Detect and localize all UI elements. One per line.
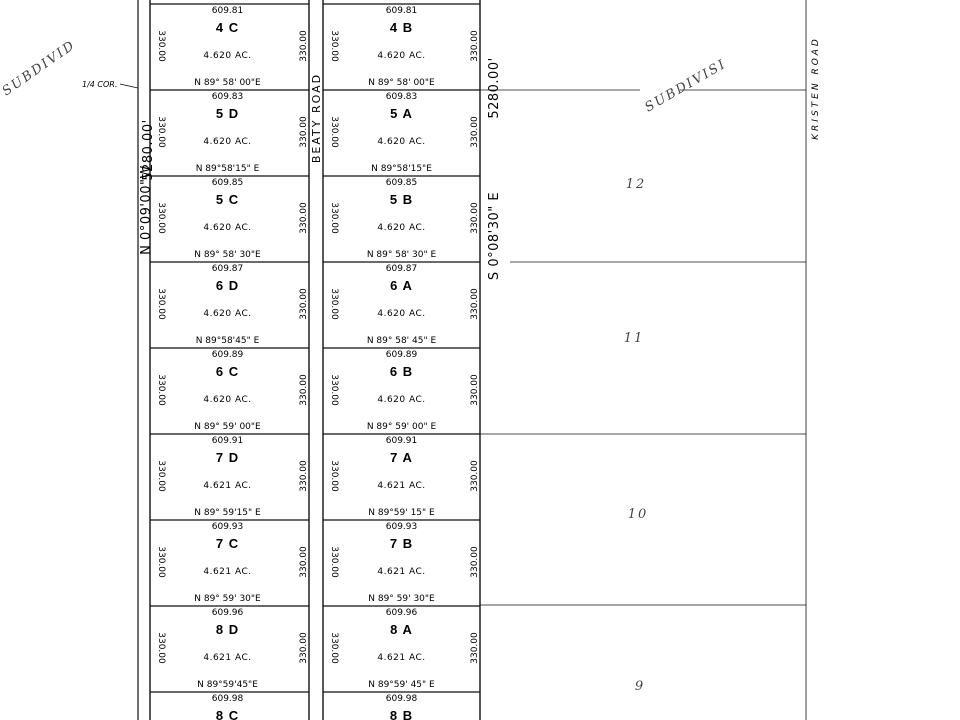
lot-right-dimension: 330.00	[299, 116, 309, 148]
lot-8B	[323, 692, 480, 720]
lot-bottom-bearing: N 89° 59' 30"E	[368, 594, 435, 604]
tract-number: 9	[634, 679, 646, 694]
lot-bottom-bearing: N 89° 59' 00"E	[194, 422, 261, 432]
lot-top-dimension: 609.96	[211, 608, 244, 618]
lot-left-dimension: 330.00	[329, 632, 339, 664]
lot-6B	[323, 348, 480, 432]
lot-top-dimension: 609.93	[211, 522, 244, 532]
lot-name: 5 B	[389, 192, 414, 207]
lot-name: 5 C	[215, 192, 240, 207]
lot-6C	[150, 348, 309, 432]
lot-top-dimension: 609.83	[385, 92, 418, 102]
lot-bottom-bearing: N 89° 59' 00" E	[366, 422, 437, 432]
lot-left-dimension: 330.00	[156, 460, 166, 492]
lot-left-dimension: 330.00	[329, 30, 339, 62]
lot-name: 5 D	[215, 106, 240, 121]
lot-name: 7 B	[389, 536, 414, 551]
lot-top-dimension: 609.91	[211, 436, 244, 446]
lot-left-dimension: 330.00	[329, 374, 339, 406]
lot-right-dimension: 330.00	[299, 202, 309, 234]
lot-acreage: 4.621 AC.	[203, 653, 252, 663]
lot-left-dimension: 330.00	[156, 116, 166, 148]
lot-top-dimension: 609.98	[385, 694, 418, 704]
lot-top-dimension: 609.89	[211, 350, 244, 360]
lot-name: 7 A	[390, 450, 413, 465]
lot-bottom-bearing: N 89° 58' 00"E	[368, 78, 435, 88]
lot-left-dimension: 330.00	[329, 288, 339, 320]
lot-left-dimension: 330.00	[156, 288, 166, 320]
beaty-road-label: BEATY ROAD	[310, 72, 323, 164]
lot-8A	[323, 606, 480, 690]
subdivision-label-left: SUBDIVID	[0, 37, 79, 100]
lot-name: 8 A	[390, 622, 413, 637]
lot-bottom-bearing: N 89°58'15"E	[371, 164, 432, 174]
lot-4B	[323, 4, 480, 88]
lot-right-dimension: 330.00	[299, 460, 309, 492]
lot-name: 8 C	[215, 708, 240, 720]
lot-right-dimension: 330.00	[470, 202, 480, 234]
lot-acreage: 4.620 AC.	[377, 51, 426, 61]
lot-acreage: 4.621 AC.	[203, 481, 252, 491]
lot-left-dimension: 330.00	[329, 546, 339, 578]
lot-name: 6 C	[215, 364, 240, 379]
lot-bottom-bearing: N 89°59'45"E	[197, 680, 258, 690]
lot-right-dimension: 330.00	[299, 632, 309, 664]
west-bearing-label: N 0°09'00"W	[139, 165, 154, 255]
lot-left-dimension: 330.00	[156, 632, 166, 664]
lot-right-dimension: 330.00	[470, 374, 480, 406]
lot-bottom-bearing: N 89°58'45" E	[195, 336, 260, 346]
lot-bottom-bearing: N 89° 58' 45" E	[366, 336, 437, 346]
lot-name: 6 D	[215, 278, 240, 293]
lot-left-dimension: 330.00	[329, 202, 339, 234]
lot-right-dimension: 330.00	[299, 288, 309, 320]
lot-acreage: 4.620 AC.	[203, 309, 252, 319]
lot-name: 7 C	[215, 536, 240, 551]
lot-7A	[323, 434, 480, 518]
lot-bottom-bearing: N 89° 58' 00"E	[194, 78, 261, 88]
lot-right-dimension: 330.00	[470, 632, 480, 664]
quarter-corner-leader	[120, 84, 138, 88]
subdivision-label-right: SUBDIVISI	[642, 56, 730, 116]
lot-name: 4 C	[215, 20, 240, 35]
lot-acreage: 4.621 AC.	[377, 567, 426, 577]
lot-top-dimension: 609.81	[211, 6, 244, 16]
lot-acreage: 4.621 AC.	[377, 653, 426, 663]
lot-top-dimension: 609.96	[385, 608, 418, 618]
lot-acreage: 4.620 AC.	[377, 395, 426, 405]
lot-5C	[150, 176, 309, 260]
quarter-corner-label: 1/4 COR.	[82, 80, 118, 89]
lot-5B	[323, 176, 480, 260]
lot-left-dimension: 330.00	[156, 374, 166, 406]
lot-top-dimension: 609.87	[211, 264, 244, 274]
lot-5A	[323, 90, 480, 174]
lot-top-dimension: 609.87	[385, 264, 418, 274]
lot-right-dimension: 330.00	[470, 546, 480, 578]
lot-right-dimension: 330.00	[470, 116, 480, 148]
lot-name: 6 A	[390, 278, 413, 293]
lot-acreage: 4.620 AC.	[203, 137, 252, 147]
lot-top-dimension: 609.98	[211, 694, 244, 704]
lot-6D	[150, 262, 309, 346]
lot-bottom-bearing: N 89°58'15" E	[195, 164, 260, 174]
tract-number: 12	[625, 177, 647, 192]
lot-left-dimension: 330.00	[329, 460, 339, 492]
tract-number: 11	[623, 331, 645, 346]
lot-name: 6 B	[389, 364, 414, 379]
lot-8D	[150, 606, 309, 690]
lot-top-dimension: 609.83	[211, 92, 244, 102]
lot-right-dimension: 330.00	[470, 30, 480, 62]
lot-5D	[150, 90, 309, 174]
lot-4C	[150, 4, 309, 88]
east-bearing-label: S 0°08'30" E	[487, 191, 502, 281]
lot-acreage: 4.620 AC.	[377, 137, 426, 147]
lot-top-dimension: 609.93	[385, 522, 418, 532]
lot-top-dimension: 609.81	[385, 6, 418, 16]
lot-bottom-bearing: N 89° 58' 30"E	[194, 250, 261, 260]
lot-top-dimension: 609.89	[385, 350, 418, 360]
lot-acreage: 4.620 AC.	[203, 223, 252, 233]
lot-bottom-bearing: N 89°59' 15" E	[368, 508, 435, 518]
lot-acreage: 4.621 AC.	[377, 481, 426, 491]
lot-acreage: 4.620 AC.	[377, 223, 426, 233]
lot-top-dimension: 609.85	[211, 178, 244, 188]
tracts-layer	[624, 177, 649, 694]
lot-name: 4 B	[389, 20, 414, 35]
lot-right-dimension: 330.00	[470, 288, 480, 320]
lot-name: 8 D	[215, 622, 240, 637]
lot-top-dimension: 609.85	[385, 178, 418, 188]
lot-name: 5 A	[390, 106, 413, 121]
lot-bottom-bearing: N 89° 58' 30" E	[366, 250, 437, 260]
lot-7C	[150, 520, 309, 604]
tract-number: 10	[627, 507, 649, 522]
kristen-road-label: KRISTEN ROAD	[811, 36, 821, 140]
lot-acreage: 4.621 AC.	[203, 567, 252, 577]
lot-right-dimension: 330.00	[299, 30, 309, 62]
lot-acreage: 4.620 AC.	[377, 309, 426, 319]
lot-acreage: 4.620 AC.	[203, 51, 252, 61]
lot-7B	[323, 520, 480, 604]
lot-top-dimension: 609.91	[385, 436, 418, 446]
lot-left-dimension: 330.00	[156, 546, 166, 578]
lot-name: 7 D	[215, 450, 240, 465]
lot-8C	[150, 692, 309, 720]
lot-right-dimension: 330.00	[299, 546, 309, 578]
lot-bottom-bearing: N 89° 59' 30"E	[194, 594, 261, 604]
lot-acreage: 4.620 AC.	[203, 395, 252, 405]
lot-left-dimension: 330.00	[156, 30, 166, 62]
lot-left-dimension: 330.00	[329, 116, 339, 148]
lot-bottom-bearing: N 89°59' 45" E	[368, 680, 435, 690]
lot-left-dimension: 330.00	[156, 202, 166, 234]
lot-name: 8 B	[389, 708, 414, 720]
lot-right-dimension: 330.00	[470, 460, 480, 492]
lot-7D	[150, 434, 309, 518]
west-distance-label: 5280.00'	[141, 119, 156, 181]
east-distance-label: 5280.00'	[487, 57, 502, 119]
lot-6A	[323, 262, 480, 346]
lot-right-dimension: 330.00	[299, 374, 309, 406]
lot-bottom-bearing: N 89° 59'15" E	[194, 508, 261, 518]
